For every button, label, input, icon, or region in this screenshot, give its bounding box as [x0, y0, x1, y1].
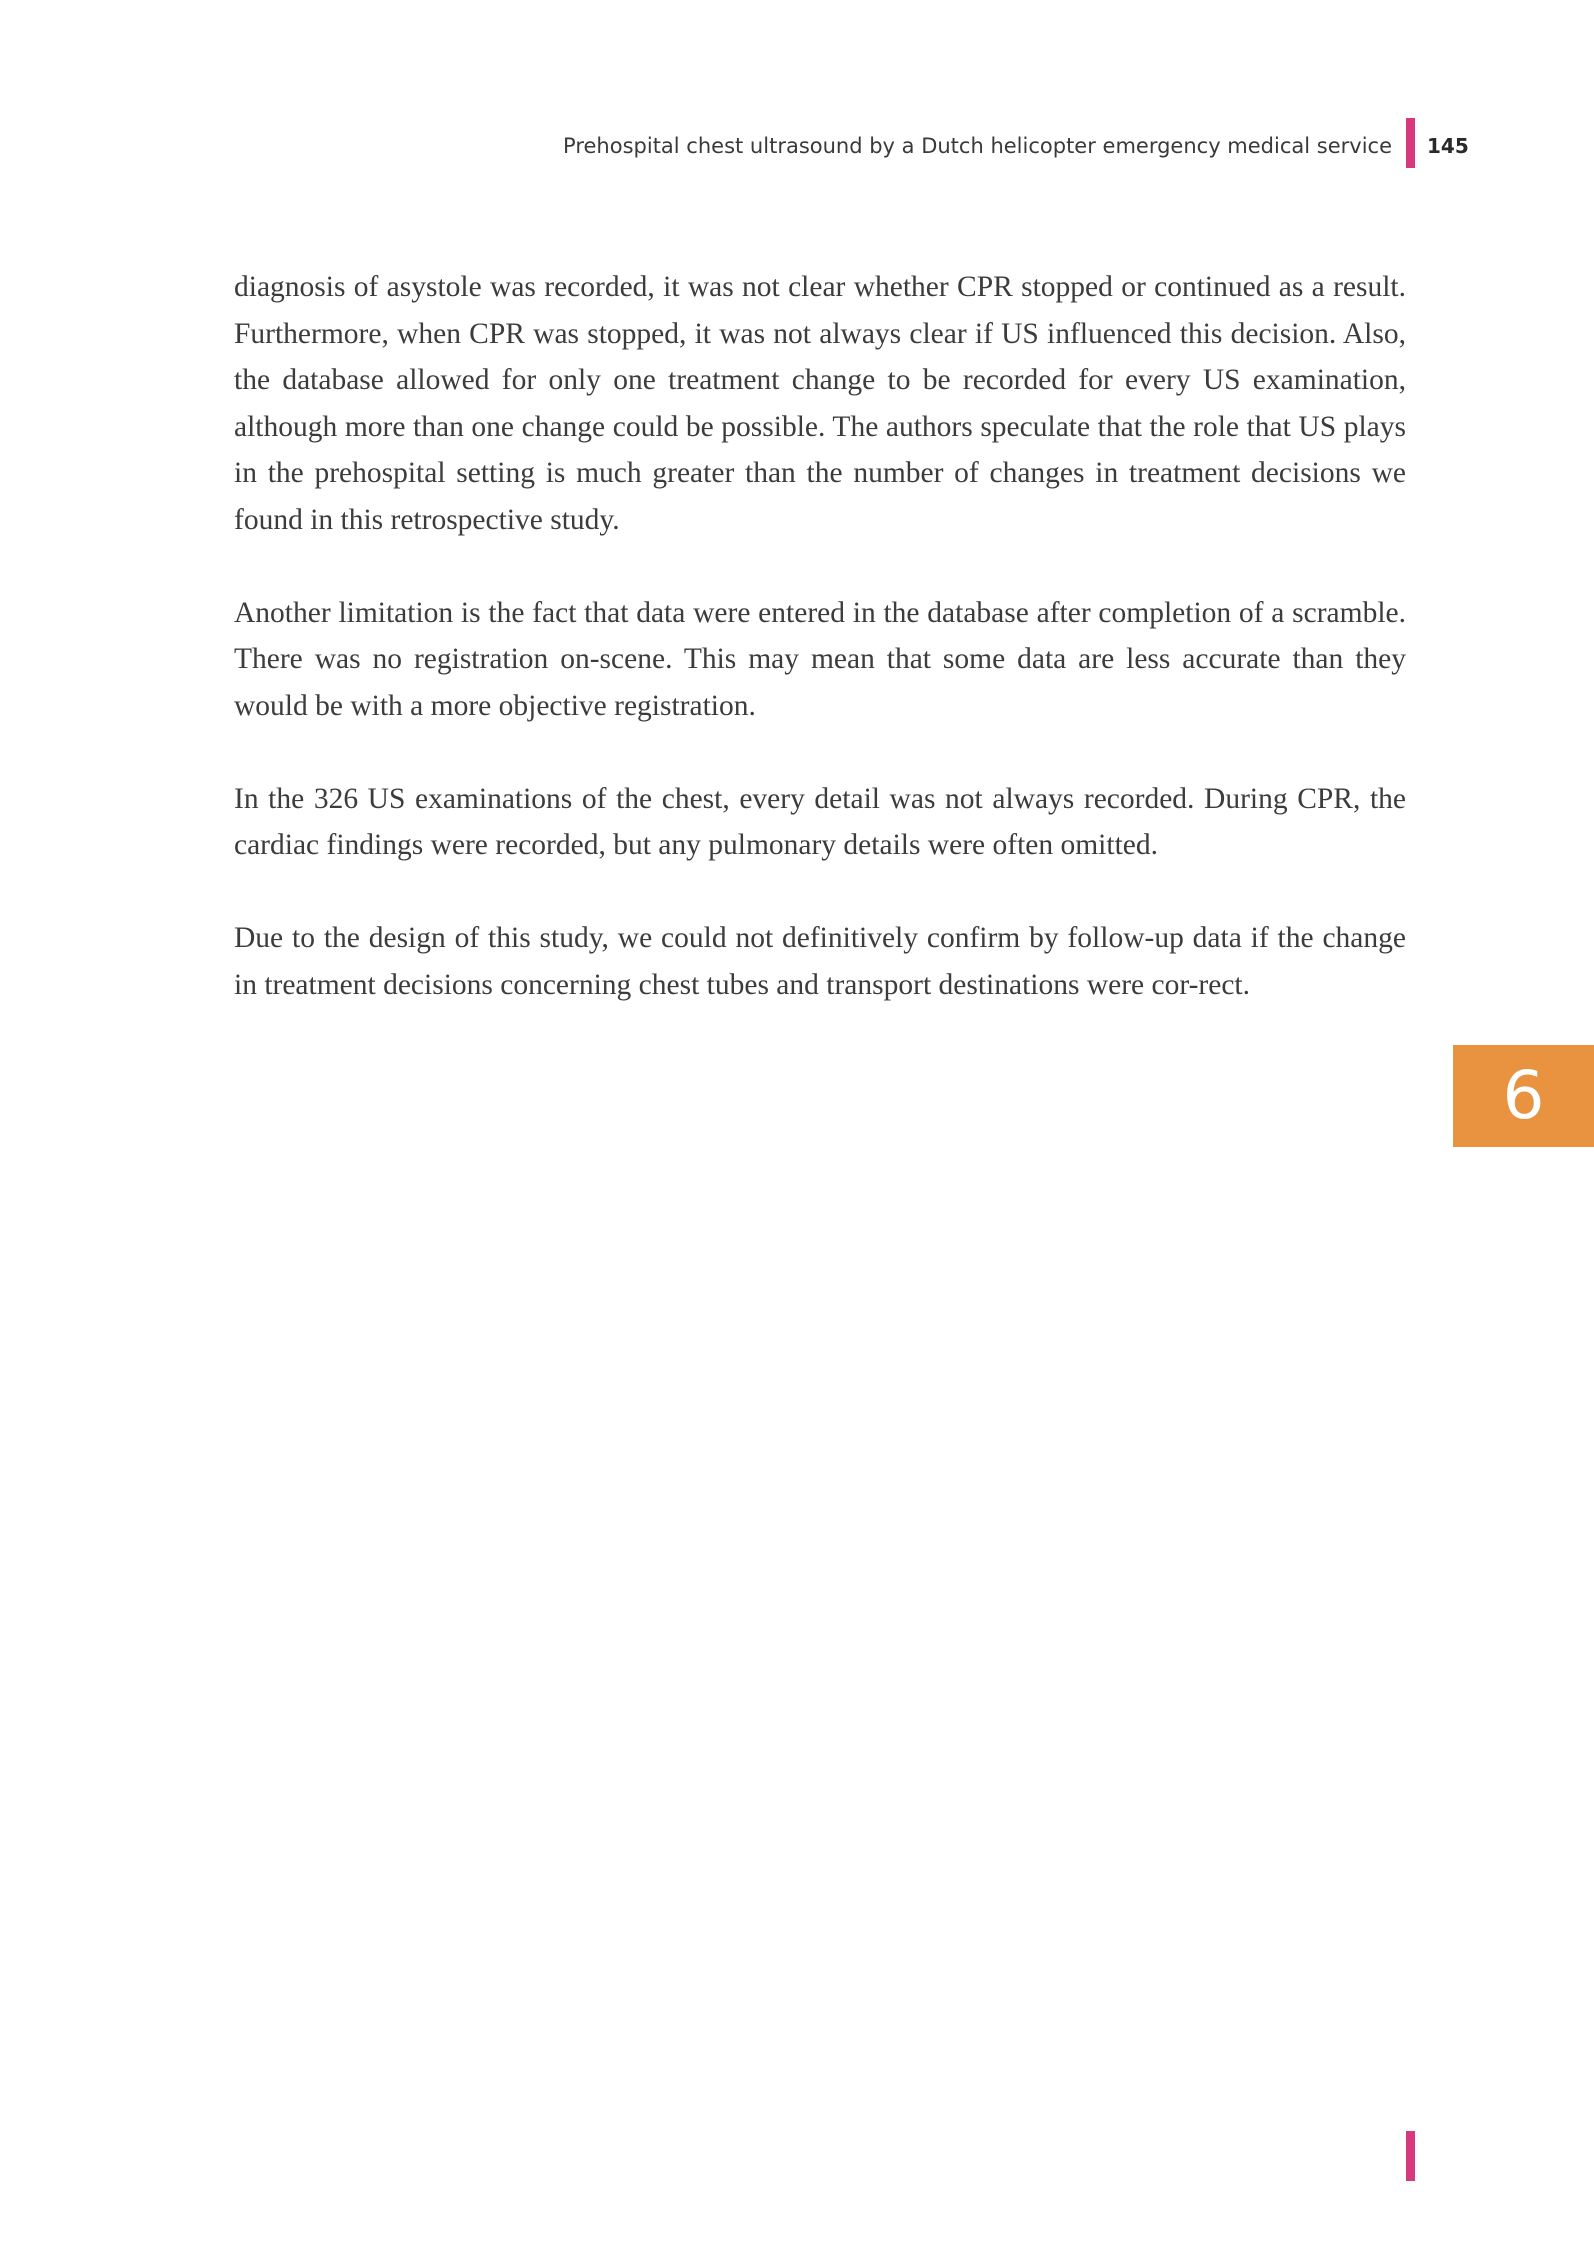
- paragraph: Due to the design of this study, we could not definitively confirm by follow-up data if the change in treatment decisions concerning chest tubes and transport destinations were cor-rect.: [234, 922, 1406, 1001]
- header-accent-bar: [1406, 118, 1415, 168]
- page-number: 145: [1427, 134, 1469, 158]
- paragraph: diagnosis of asystole was recorded, it was not clear whether CPR stopped or continued as a result. Furthermore, when CPR was stopped, it was not always clear if US influenced this decision. Also, the database allowed for only one treatment change to be recorded for every US examination, although more than one change could be possible. The authors speculate that the role that US plays in the prehospital setting is much greater than the number of changes in treatment decisions we found in this retrospective study.: [234, 271, 1406, 536]
- footer-accent-bar: [1406, 2131, 1415, 2181]
- running-header-title: Prehospital chest ultrasound by a Dutch helicopter emergency medical service: [563, 134, 1392, 158]
- paragraph: Another limitation is the fact that data were entered in the database after completion of a scramble. There was no registration on-scene. This may mean that some data are less accurate than they would be with a more objective registration.: [234, 596, 1406, 722]
- chapter-tab: 6: [1453, 1045, 1594, 1147]
- body-text: [234, 264, 1406, 1055]
- paragraph: In the 326 US examinations of the chest, every detail was not always recorded. During CPR, the cardiac findings were recorded, but any pulmonary details were often omitted.: [234, 782, 1406, 861]
